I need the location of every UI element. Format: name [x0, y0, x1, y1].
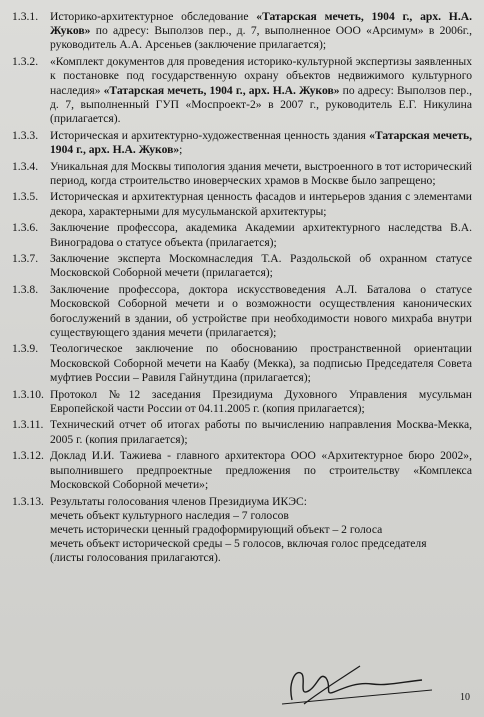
list-item: [12, 342, 472, 385]
item-number: 1.3.3.: [12, 128, 39, 142]
voting-line: мечеть объект культурного наследия – 7 голосов: [50, 508, 289, 522]
text-run: Заключение эксперта Москомнаследия Т.А. Раздольской об охранном статусе Московской Соборной мечети (прилагается);: [50, 252, 472, 280]
list-item: [12, 10, 472, 53]
text-run: Технический отчет об итогах работы по вычислению направления Москва-Мекка, 2005 г. (копия прилагается);: [50, 418, 472, 446]
list-item: [12, 221, 472, 249]
item-text: [50, 160, 472, 188]
voting-block: [50, 495, 472, 566]
object-name-bold: «Татарская мечеть, 1904 г., арх. Н.А. Жуков»: [50, 10, 472, 38]
list-item: [12, 252, 472, 280]
text-run: ;: [179, 142, 183, 156]
item-number: 1.3.1.: [12, 10, 39, 23]
voting-line: мечеть объект исторической среды – 5 голосов, включая голос председателя: [50, 537, 427, 551]
voting-line: (листы голосования прилагаются).: [50, 551, 221, 565]
list-item: [12, 449, 472, 492]
text-run: Уникальная для Москвы типология здания мечети, выстроенного в тот исторический период, когда строительство иноверческих храмов в Москве было запрещено;: [50, 159, 472, 187]
resolution-list: [12, 10, 472, 568]
item-number: 1.3.2.: [12, 55, 39, 69]
item-text: [50, 129, 472, 157]
text-run: Теологическое заключение по обоснованию пространственной ориентации Московской Соборной мечети на Каабу (Мекка), за подписью Председателя Совета муфтиев России – Равиля Гайнутдина (прилагается);: [50, 342, 472, 384]
item-number: 1.3.11.: [12, 418, 44, 432]
item-text: [50, 342, 472, 385]
item-number: 1.3.4.: [12, 159, 39, 173]
text-run: Заключение профессора, академика Академии архитектурного наследства В.А. Виноградова о статусе объекта (прилагается);: [50, 221, 472, 249]
voting-line: мечеть исторически ценный градоформирующий объект – 2 голоса: [50, 522, 383, 536]
item-text: [50, 10, 472, 53]
item-number: 1.3.10.: [12, 387, 44, 401]
text-run: Историко-архитектурное обследование: [50, 10, 257, 23]
item-text: [50, 283, 472, 340]
list-item: [12, 129, 472, 157]
list-item: [12, 283, 472, 340]
item-number: 1.3.5.: [12, 190, 39, 204]
text-run: Историческая и архитектурная ценность фасадов и интерьеров здания с элементами декора, характерными для мусульманской архитектуры;: [50, 190, 472, 218]
item-number: 1.3.6.: [12, 221, 39, 235]
item-text: [50, 221, 472, 249]
list-item: [12, 388, 472, 416]
item-text: [50, 388, 472, 416]
object-name-bold: «Татарская мечеть, 1904 г., арх. Н.А. Жуков»: [103, 83, 340, 97]
item-text: [50, 55, 472, 126]
item-text: [50, 418, 472, 446]
item-text: [50, 190, 472, 218]
text-run: Заключение профессора, доктора искусствоведения А.Л. Баталова о статусе Московской Соборной мечети и о возможности осуществления канонических богослужений в здании, об устройстве при необходимости нового михраба внутри существующего здания мечети (прилагается);: [50, 283, 472, 339]
list-item: [12, 160, 472, 188]
page-number: 10: [460, 692, 470, 703]
list-item: [12, 190, 472, 218]
item-number: 1.3.8.: [12, 283, 39, 297]
signature-image: [262, 660, 442, 710]
list-item: [12, 55, 472, 126]
item-text: [50, 252, 472, 280]
item-number: 1.3.9.: [12, 342, 39, 356]
object-name-bold: «Татарская мечеть, 1904 г., арх. Н.А. Жуков»: [50, 128, 472, 156]
text-run: Протокол №12 заседания Президиума Духовного Управления мусульман Европейской части России от 04.11.2005 г. (копия прилагается);: [50, 387, 472, 415]
item-number: 1.3.13.: [12, 494, 44, 508]
list-item-voting: [12, 495, 472, 566]
text-run: по адресу: Выползов пер., д. 7, выполненное ООО «Арсимум» в 2006г., руководитель А.А. Арсеньев (заключение прилагается);: [50, 24, 472, 52]
list-item: [12, 418, 472, 446]
text-run: по адресу: Выползов пер., д. 7, выполненный ГУП «Моспроект-2» в 2007 г., руководитель Е.Г. Никулина (прилагается).: [50, 83, 472, 125]
voting-title: Результаты голосования членов Президиума ИКЭС:: [50, 494, 307, 508]
item-number: 1.3.7.: [12, 252, 39, 266]
item-text: [50, 449, 472, 492]
item-number: 1.3.12.: [12, 449, 44, 463]
text-run: Историческая и архитектурно-художественная ценность здания: [50, 128, 370, 142]
text-run: «Комплект документов для проведения историко-культурной экспертизы заявленных к постановке под государственную охрану объектов недвижимого культурного наследия»: [50, 55, 472, 97]
text-run: Доклад И.И. Тажиева - главного архитектора ООО «Архитектурное бюро 2002», выполнившего предпроектные предложения по строительству «Комплекса Московской Соборной мечети»;: [50, 449, 472, 491]
